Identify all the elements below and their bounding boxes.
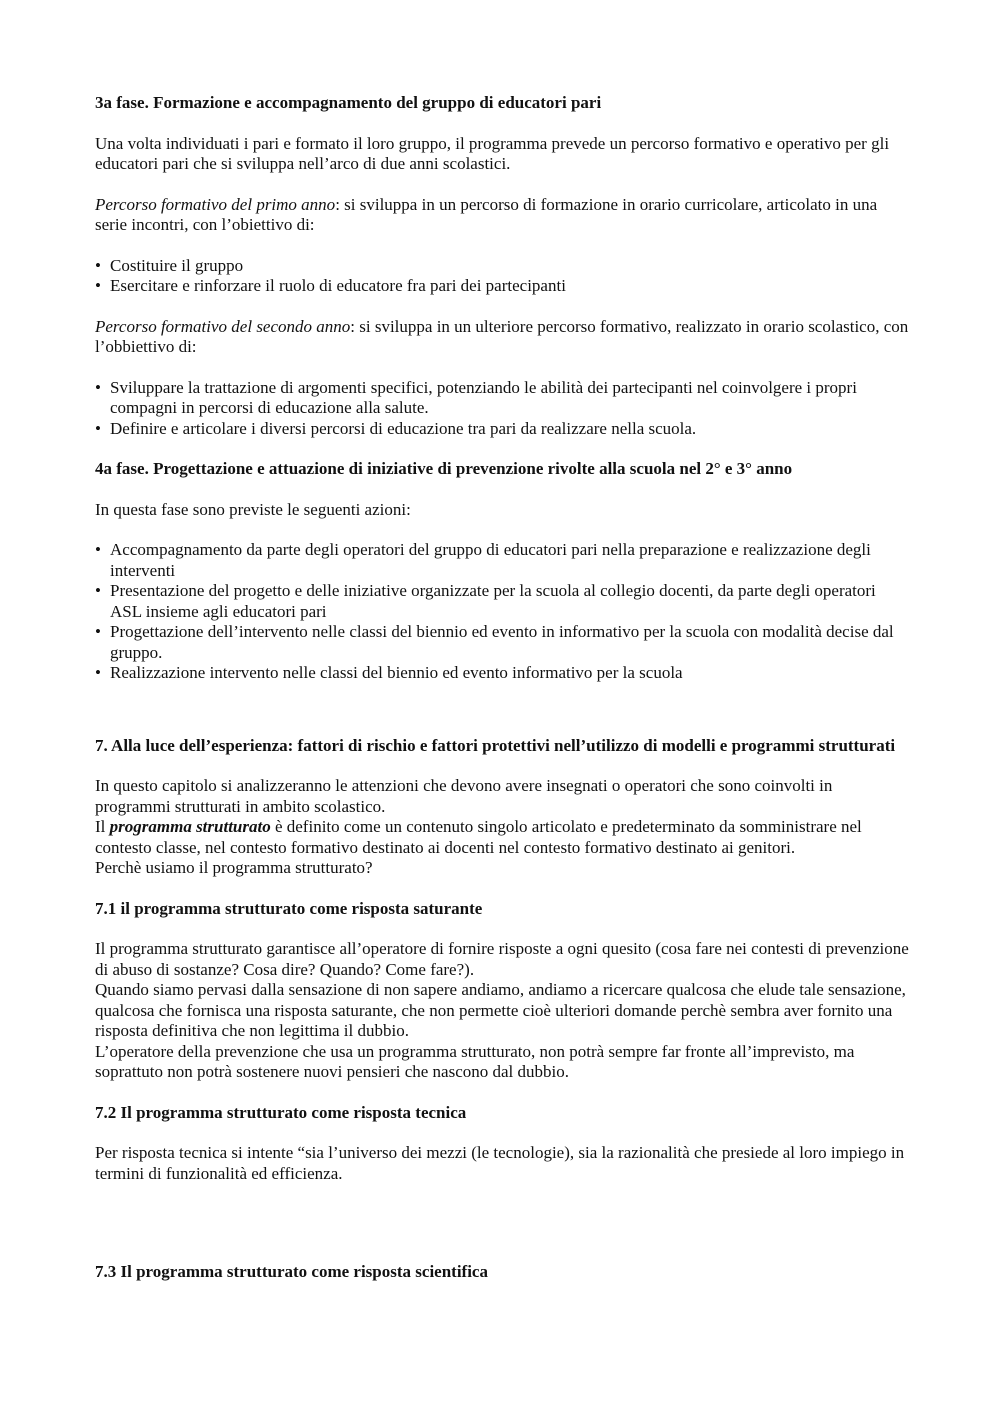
list-item: • Sviluppare la trattazione di argomenti specifici, potenziando le abilità dei partecipanti nel coinvolgere i propri compagni in percorsi di educazione alla salute.	[95, 378, 910, 419]
paragraph	[95, 195, 910, 236]
paragraph: Una volta individuati i pari e formato il loro gruppo, il programma prevede un percorso formativo e operativo per gli educatori pari che si sviluppa nell’arco di due anni scolastici.	[95, 133, 890, 173]
bold-italic-term: programma strutturato	[109, 817, 271, 836]
chapter-heading-7: 7. Alla luce dell’esperienza: fattori di rischio e fattori protettivi nell’utilizzo di modelli e programmi strutturati	[95, 735, 896, 755]
paragraph-text: è definito come un contenuto singolo articolato e predeterminato da somministrare nel contesto classe, nel contesto formativo destinato ai docenti nel contesto formativo destinato ai genitori.	[95, 817, 862, 857]
list-item: • Accompagnamento da parte degli operatori del gruppo di educatori pari nella preparazione e realizzazione degli interventi	[95, 540, 910, 581]
paragraph	[95, 317, 910, 358]
paragraph: L’operatore della prevenzione che usa un programma strutturato, non potrà sempre far fronte all’imprevisto, ma soprattuto non potrà sostenere nuovi pensieri che nascono dal dubbio.	[95, 1041, 855, 1081]
paragraph-text: : si sviluppa in un ulteriore percorso formativo, realizzato in orario scolastico, con l’obbiettivo di:	[95, 316, 909, 356]
list-item: • Realizzazione intervento nelle classi del biennio ed evento informativo per la scuola	[95, 663, 910, 684]
paragraph	[95, 817, 910, 858]
paragraph: In questo capitolo si analizzeranno le attenzioni che devono avere insegnati o operatori che sono coinvolti in programmi strutturati in ambito scolastico.	[95, 776, 833, 816]
list-item: • Progettazione dell’intervento nelle classi del biennio ed evento in informativo per la scuola con modalità decise dal gruppo.	[95, 622, 910, 663]
section-heading-7-2: 7.2 Il programma strutturato come risposta tecnica	[95, 1102, 467, 1122]
list-item: • Costituire il gruppo	[95, 256, 910, 277]
bullet-list	[95, 256, 910, 297]
bullet-list	[95, 540, 910, 684]
document-page	[95, 93, 910, 1283]
section-heading-7-1: 7.1 il programma strutturato come risposta saturante	[95, 898, 483, 918]
bullet-list	[95, 378, 910, 440]
section-heading-fase3: 3a fase. Formazione e accompagnamento del gruppo di educatori pari	[95, 93, 602, 112]
paragraph: Per risposta tecnica si intente “sia l’universo dei mezzi (le tecnologie), sia la razionalità che presiede al loro impiego in termini di funzionalità ed efficienza.	[95, 1143, 905, 1183]
italic-label: Percorso formativo del secondo anno	[95, 316, 351, 336]
section-heading-fase4: 4a fase. Progettazione e attuazione di iniziative di prevenzione rivolte alla scuola nel 2° e 3° anno	[95, 459, 793, 478]
section-heading-7-3: 7.3 Il programma strutturato come risposta scientifica	[95, 1262, 488, 1281]
list-item: • Presentazione del progetto e delle iniziative organizzate per la scuola al collegio docenti, da parte degli operatori ASL insieme agli educatori pari	[95, 581, 910, 622]
paragraph: In questa fase sono previste le seguenti azioni:	[95, 499, 411, 519]
list-item: • Definire e articolare i diversi percorsi di educazione tra pari da realizzare nella scuola.	[95, 419, 910, 440]
paragraph: Il programma strutturato garantisce all’operatore di fornire risposte a ogni quesito (cosa fare nei contesti di prevenzione di abuso di sostanze? Cosa dire? Quando? Come fare?).	[95, 939, 909, 979]
list-item: • Esercitare e rinforzare il ruolo di educatore fra pari dei partecipanti	[95, 276, 910, 297]
paragraph-text: Il	[95, 817, 110, 836]
paragraph: Perchè usiamo il programma strutturato?	[95, 858, 373, 877]
paragraph: Quando siamo pervasi dalla sensazione di non sapere andiamo, andiamo a ricercare qualcosa che elude tale sensazione, qualcosa che fornisca una risposta saturante, che non permette cioè ulteriori domande perchè sembra aver fornito una risposta definitiva che non legittima il dubbio.	[95, 980, 906, 1040]
paragraph-text: : si sviluppa in un percorso di formazione in orario curricolare, articolato in una serie incontri, con l’obiettivo di:	[95, 194, 878, 234]
italic-label: Percorso formativo del primo anno	[95, 194, 336, 214]
